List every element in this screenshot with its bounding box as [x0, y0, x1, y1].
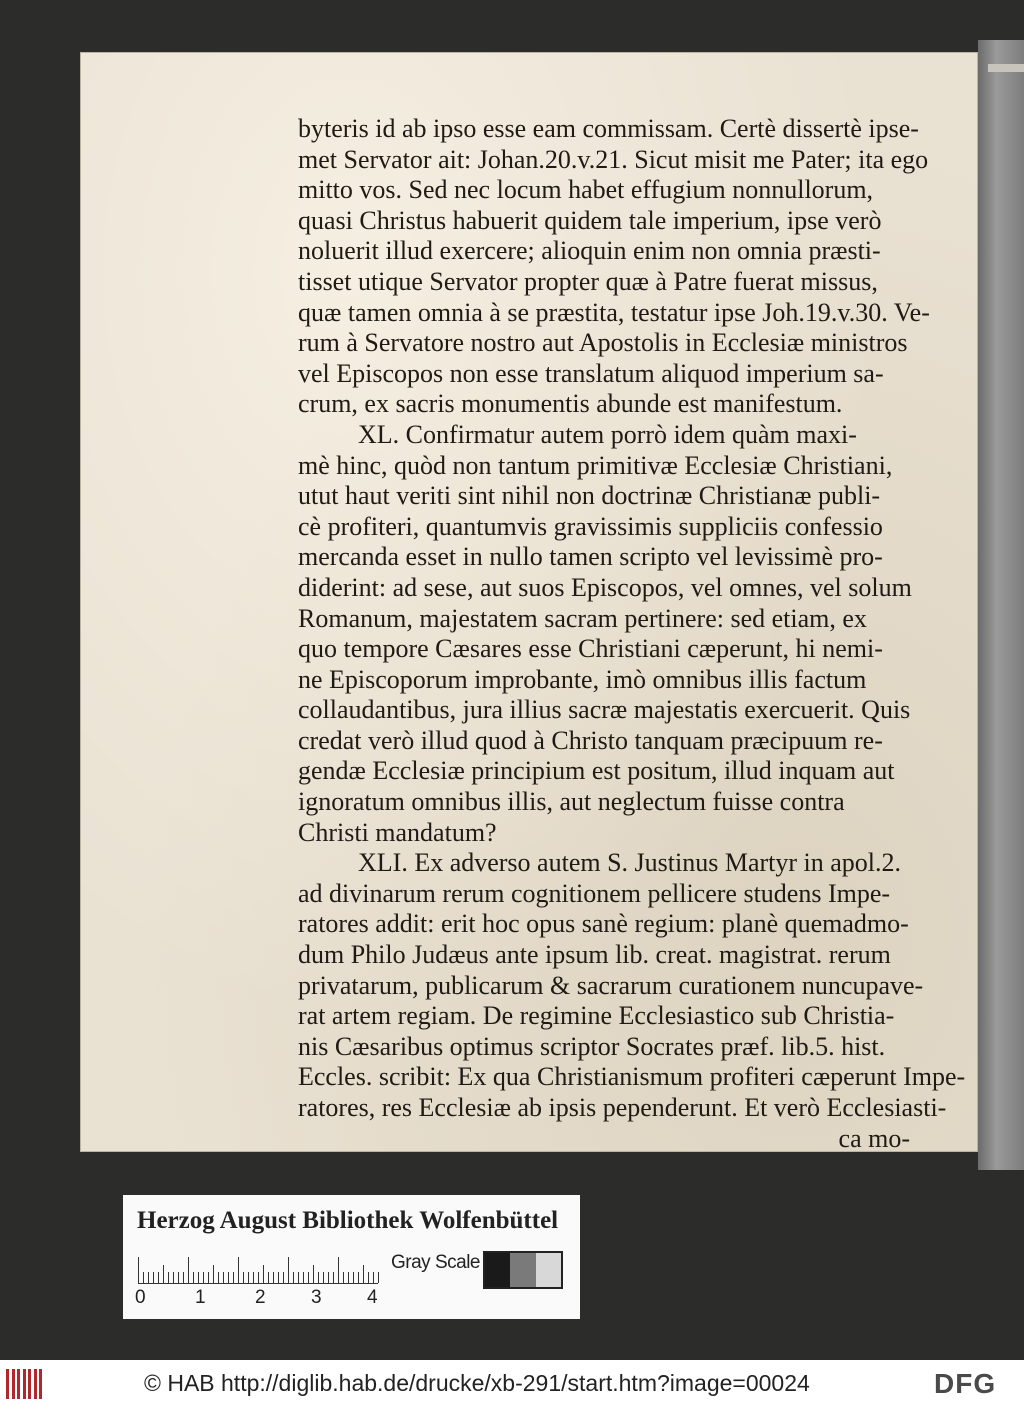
text-line: vel Episcopos non esse translatum aliquod imperium sa-	[298, 358, 884, 388]
ruler-tick	[338, 1257, 339, 1283]
text-line: mè hinc, quòd non tantum primitivæ Ecclesiæ Christiani,	[298, 450, 893, 480]
ruler-tick	[158, 1272, 159, 1283]
ruler-tick	[288, 1257, 289, 1283]
text-line: noluerit illud exercere; alioquin enim non omnia præsti-	[298, 236, 881, 266]
ruler-tick	[223, 1272, 224, 1283]
ruler-tick	[293, 1272, 294, 1283]
text-line: collaudantibus, jura illius sacræ majestatis exercuerit. Quis	[298, 695, 911, 725]
text-line: met Servator ait: Johan.20.v.21. Sicut misit me Pater; ita ego	[298, 144, 929, 174]
ruler-tick	[173, 1272, 174, 1283]
ruler-tick	[373, 1272, 374, 1283]
text-line: XLI. Ex adverso autem S. Justinus Martyr in apol.2.	[358, 848, 902, 878]
logo-bar	[34, 1369, 37, 1399]
ruler-baseline	[138, 1283, 378, 1284]
ruler-tick	[308, 1272, 309, 1283]
page-text	[298, 114, 966, 1154]
text-line: diderint: ad sese, aut suos Episcopos, vel omnes, vel solum	[298, 572, 912, 602]
color-scale-card	[123, 1195, 580, 1319]
ruler-tick	[213, 1265, 214, 1283]
scale-number-1: 1	[195, 1287, 206, 1308]
ruler-tick	[273, 1272, 274, 1283]
footer-bar	[0, 1360, 1024, 1409]
scale-number-0: 0	[135, 1287, 146, 1308]
text-line: ratores addit: erit hoc opus sanè regium: planè quemadmo-	[298, 909, 909, 939]
ruler-tick	[243, 1272, 244, 1283]
text-line: ratores, res Ecclesiæ ab ipsis pependerunt. Et verò Ecclesiasti-	[298, 1093, 947, 1122]
text-line: gendæ Ecclesiæ principium est positum, illud inquam aut	[298, 756, 895, 786]
ruler-tick	[143, 1272, 144, 1283]
ruler-tick	[163, 1265, 164, 1283]
ruler-tick	[258, 1272, 259, 1283]
text-line: byteris id ab ipso esse eam commissam. Certè dissertè ipse-	[298, 114, 919, 143]
ruler-tick	[248, 1272, 249, 1283]
strip-notch	[988, 64, 1024, 72]
text-line: credat verò illud quod à Christo tanquam præcipuum re-	[298, 725, 883, 755]
ruler-tick	[313, 1265, 314, 1283]
text-line: Eccles. scribit: Ex qua Christianismum profiteri cæperunt Impe-	[298, 1062, 966, 1092]
ruler-tick	[138, 1257, 139, 1283]
logo-bar	[23, 1369, 26, 1399]
gray-swatch	[510, 1253, 535, 1287]
ruler-tick	[198, 1272, 199, 1283]
gray-scale-swatches	[483, 1251, 563, 1289]
text-line: cè profiteri, quantumvis gravissimis suppliciis confessio	[298, 511, 883, 541]
ruler-tick	[228, 1272, 229, 1283]
text-line: rum à Servatore nostro aut Apostolis in Ecclesiæ ministros	[298, 328, 908, 358]
text-line: rat artem regiam. De regimine Ecclesiastico sub Christia-	[298, 1001, 895, 1031]
ruler-tick	[323, 1272, 324, 1283]
ruler-tick	[218, 1272, 219, 1283]
ruler-tick	[233, 1272, 234, 1283]
ruler-tick	[193, 1272, 194, 1283]
ruler-tick	[238, 1257, 239, 1283]
hab-logo-icon	[6, 1369, 46, 1399]
text-line: ca mo-	[838, 1123, 910, 1153]
text-line: dum Philo Judæus ante ipsum lib. creat. magistrat. rerum	[298, 940, 891, 970]
gray-swatch	[536, 1253, 561, 1287]
text-line: quasi Christus habuerit quidem tale imperium, ipse verò	[298, 205, 882, 235]
ruler-tick	[268, 1272, 269, 1283]
gray-scale-label: Gray Scale	[391, 1252, 480, 1273]
text-line: tisset utique Servator propter quæ à Patre fuerat missus,	[298, 266, 878, 296]
text-line: ignoratum omnibus illis, aut neglectum fuisse contra	[298, 787, 845, 817]
scale-number-2: 2	[255, 1287, 266, 1308]
ruler-tick	[188, 1257, 189, 1283]
scale-number-4: 4	[367, 1287, 378, 1308]
scanner-edge-strip	[978, 40, 1024, 1170]
text-line: privatarum, publicarum & sacrarum curationem nuncupave-	[298, 970, 924, 1000]
copyright-link[interactable]: © HAB http://diglib.hab.de/drucke/xb-291/start.htm?image=00024	[144, 1370, 810, 1396]
ruler-tick	[263, 1265, 264, 1283]
logo-bar	[39, 1369, 42, 1399]
ruler-tick	[208, 1272, 209, 1283]
ruler-tick	[353, 1272, 354, 1283]
ruler-tick	[333, 1272, 334, 1283]
ruler-tick	[328, 1272, 329, 1283]
logo-bar	[6, 1369, 9, 1399]
text-line: Christi mandatum?	[298, 817, 497, 847]
text-line: mitto vos. Sed nec locum habet effugium nonnullorum,	[298, 175, 874, 205]
ruler-tick	[318, 1272, 319, 1283]
ruler-tick	[343, 1272, 344, 1283]
ruler-tick	[283, 1272, 284, 1283]
text-line: ad divinarum rerum cognitionem pellicere studens Impe-	[298, 878, 891, 908]
text-line: mercanda esset in nullo tamen scripto vel levissimè pro-	[298, 542, 883, 572]
library-name: Herzog August Bibliothek Wolfenbüttel	[137, 1207, 559, 1234]
cm-ruler	[138, 1257, 378, 1283]
text-line: ne Episcoporum improbante, imò omnibus illis factum	[298, 664, 867, 694]
ruler-tick	[363, 1265, 364, 1283]
ruler-tick	[203, 1272, 204, 1283]
book-page	[80, 52, 978, 1152]
ruler-tick	[168, 1272, 169, 1283]
ruler-tick	[278, 1272, 279, 1283]
gray-swatch	[485, 1253, 510, 1287]
text-line: quæ tamen omnia à se præstita, testatur ipse Joh.19.v.30. Ve-	[298, 297, 930, 327]
ruler-tick	[378, 1272, 379, 1283]
ruler-tick	[183, 1272, 184, 1283]
logo-bar	[17, 1369, 20, 1399]
ruler-tick	[298, 1272, 299, 1283]
text-line: nis Cæsaribus optimus scriptor Socrates præf. lib.5. hist.	[298, 1031, 886, 1061]
text-line: crum, ex sacris monumentis abunde est manifestum.	[298, 389, 843, 419]
text-line: Romanum, majestatem sacram pertinere: sed etiam, ex	[298, 603, 867, 633]
scale-number-3: 3	[311, 1287, 322, 1308]
logo-bar	[28, 1369, 31, 1399]
ruler-tick	[153, 1272, 154, 1283]
ruler-tick	[148, 1272, 149, 1283]
ruler-tick	[303, 1272, 304, 1283]
logo-bar	[12, 1369, 15, 1399]
text-line: utut haut veriti sint nihil non doctrinæ Christianæ publi-	[298, 481, 881, 511]
ruler-tick	[348, 1272, 349, 1283]
ruler-tick	[253, 1272, 254, 1283]
text-line: XL. Confirmatur autem porrò idem quàm maxi-	[358, 419, 857, 449]
ruler-tick	[178, 1272, 179, 1283]
ruler-tick	[358, 1272, 359, 1283]
text-line: quo tempore Cæsares esse Christiani cæperunt, hi nemi-	[298, 634, 883, 664]
ruler-tick	[368, 1272, 369, 1283]
dfg-logo: DFG	[934, 1368, 997, 1399]
